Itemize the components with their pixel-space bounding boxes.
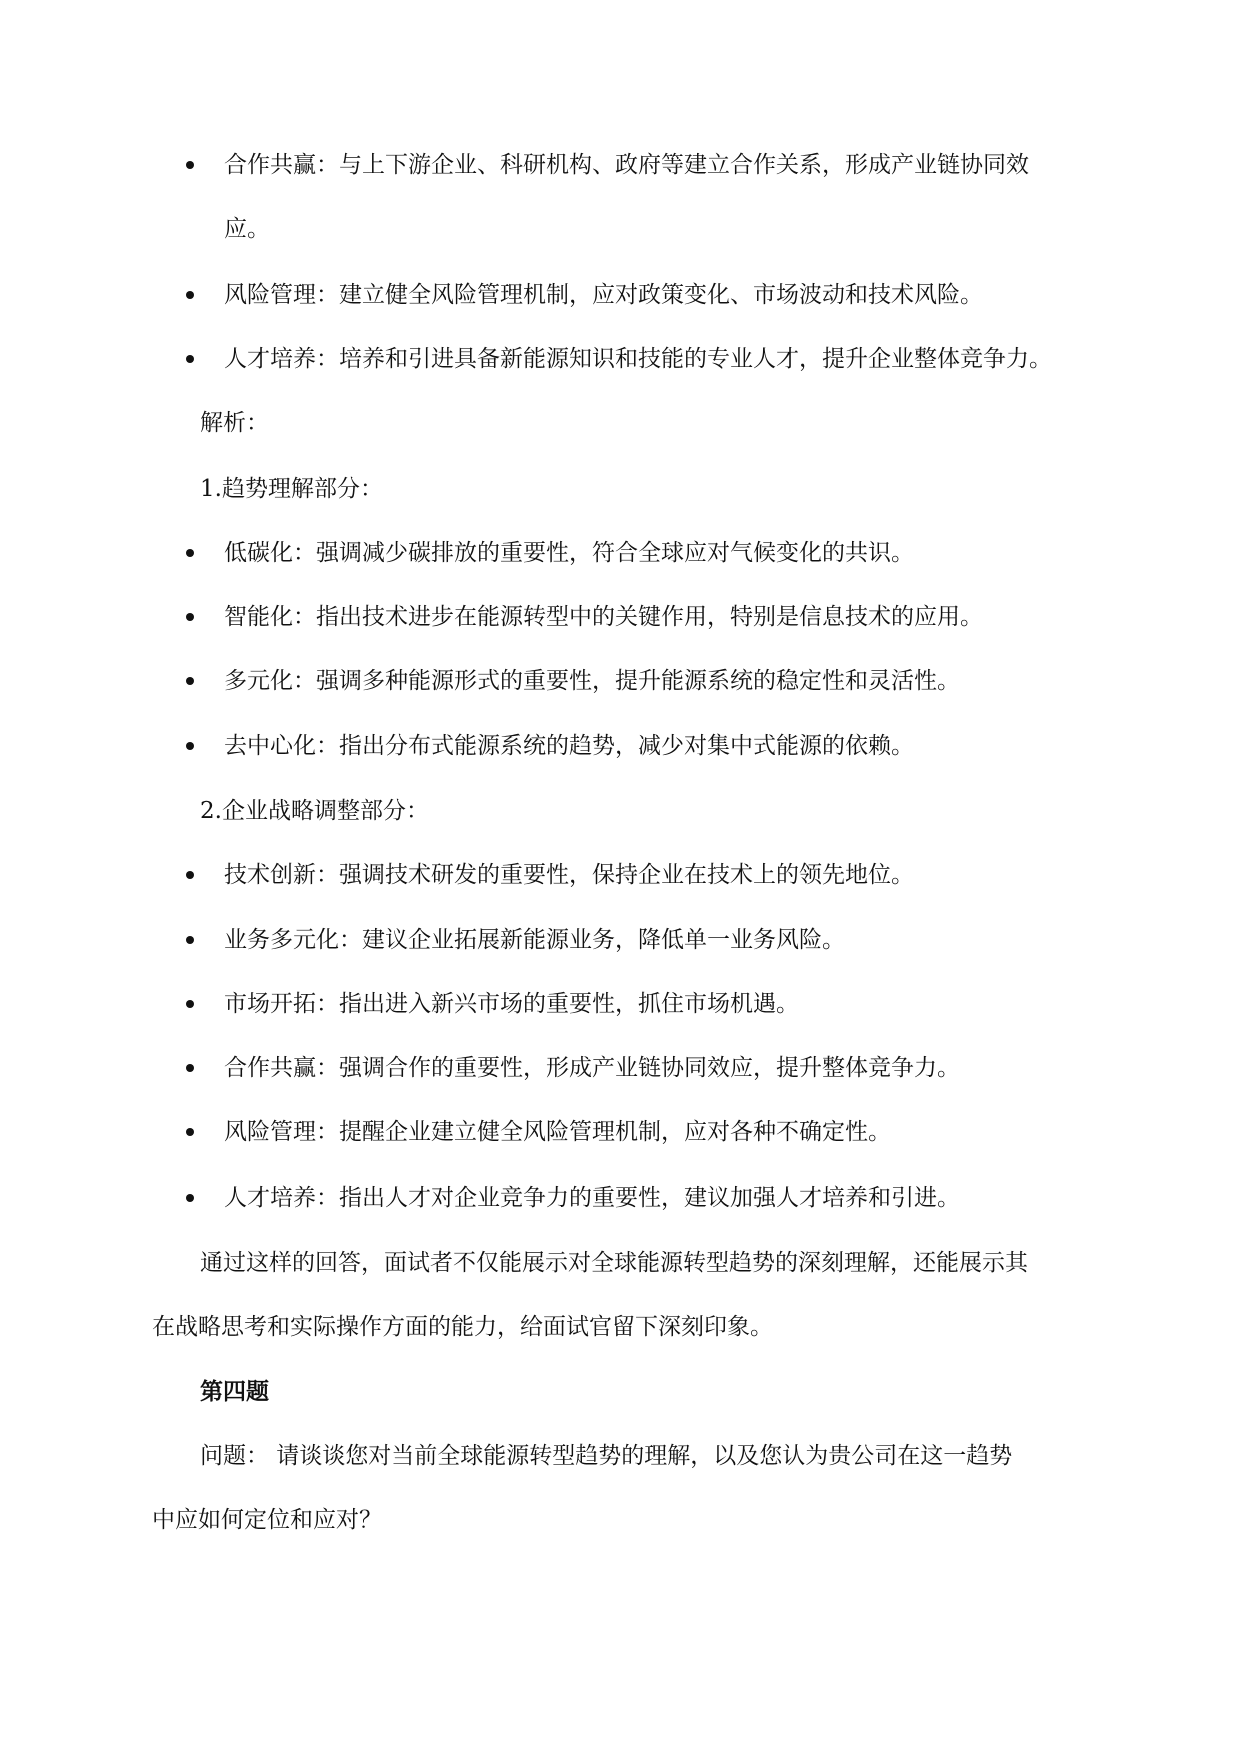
list-item-text: 人才培养：培养和引进具备新能源知识和技能的专业人才，提升企业整体竞争力。 — [224, 346, 1052, 372]
list-item-text: 合作共赢：强调合作的重要性，形成产业链协同效应，提升整体竞争力。 — [224, 1055, 960, 1081]
list-item — [0, 1053, 1241, 1083]
list-item — [0, 925, 1241, 955]
list-item — [0, 1117, 1241, 1147]
list-item-text: 智能化：指出技术进步在能源转型中的关键作用，特别是信息技术的应用。 — [224, 604, 983, 630]
list-item-text: 风险管理：提醒企业建立健全风险管理机制，应对各种不确定性。 — [224, 1119, 891, 1145]
list-item — [0, 1183, 1241, 1213]
bullet-icon — [186, 355, 194, 363]
bullet-icon — [186, 291, 194, 299]
list-item — [0, 989, 1241, 1019]
bullet-icon — [186, 871, 194, 879]
list-item-text: 去中心化：指出分布式能源系统的趋势，减少对集中式能源的依赖。 — [224, 733, 914, 759]
bullet-icon — [186, 1000, 194, 1008]
bullet-icon — [186, 677, 194, 685]
bullet-icon — [186, 742, 194, 750]
analysis-label: 解析： — [200, 410, 269, 436]
question-paragraph-line: 问题： 请谈谈您对当前全球能源转型趋势的理解，以及您认为贵公司在这一趋势 — [200, 1443, 1013, 1469]
list-item-text: 多元化：强调多种能源形式的重要性，提升能源系统的稳定性和灵活性。 — [224, 668, 960, 694]
question-title: 第四题 — [200, 1378, 269, 1405]
question-paragraph-line: 中应如何定位和应对？ — [152, 1507, 382, 1533]
bullet-icon — [186, 1194, 194, 1202]
list-item — [0, 344, 1241, 374]
bullet-icon — [186, 936, 194, 944]
bullet-icon — [186, 613, 194, 621]
bullet-icon — [186, 161, 194, 169]
list-item — [0, 666, 1241, 696]
bullet-icon — [186, 1128, 194, 1136]
summary-paragraph-line: 在战略思考和实际操作方面的能力，给面试官留下深刻印象。 — [152, 1314, 773, 1340]
bullet-icon — [186, 549, 194, 557]
list-item-text: 低碳化：强调减少碳排放的重要性，符合全球应对气候变化的共识。 — [224, 540, 914, 566]
list-item — [0, 280, 1241, 310]
section-heading: 2.企业战略调整部分： — [200, 798, 429, 824]
list-item-text: 合作共赢：与上下游企业、科研机构、政府等建立合作关系，形成产业链协同效 — [224, 152, 1029, 178]
list-item — [0, 731, 1241, 761]
section-heading: 1.趋势理解部分： — [200, 476, 383, 502]
list-item — [0, 860, 1241, 890]
summary-paragraph-line: 通过这样的回答，面试者不仅能展示对全球能源转型趋势的深刻理解，还能展示其 — [200, 1250, 1028, 1276]
list-item-text: 风险管理：建立健全风险管理机制，应对政策变化、市场波动和技术风险。 — [224, 282, 983, 308]
list-item — [0, 150, 1241, 180]
list-item-continuation: 应。 — [224, 216, 270, 242]
list-item-text: 人才培养：指出人才对企业竞争力的重要性，建议加强人才培养和引进。 — [224, 1185, 960, 1211]
list-item-text: 业务多元化：建议企业拓展新能源业务，降低单一业务风险。 — [224, 927, 845, 953]
bullet-icon — [186, 1064, 194, 1072]
list-item — [0, 538, 1241, 568]
list-item — [0, 602, 1241, 632]
list-item-text: 市场开拓：指出进入新兴市场的重要性，抓住市场机遇。 — [224, 991, 799, 1017]
list-item-text: 技术创新：强调技术研发的重要性，保持企业在技术上的领先地位。 — [224, 862, 914, 888]
